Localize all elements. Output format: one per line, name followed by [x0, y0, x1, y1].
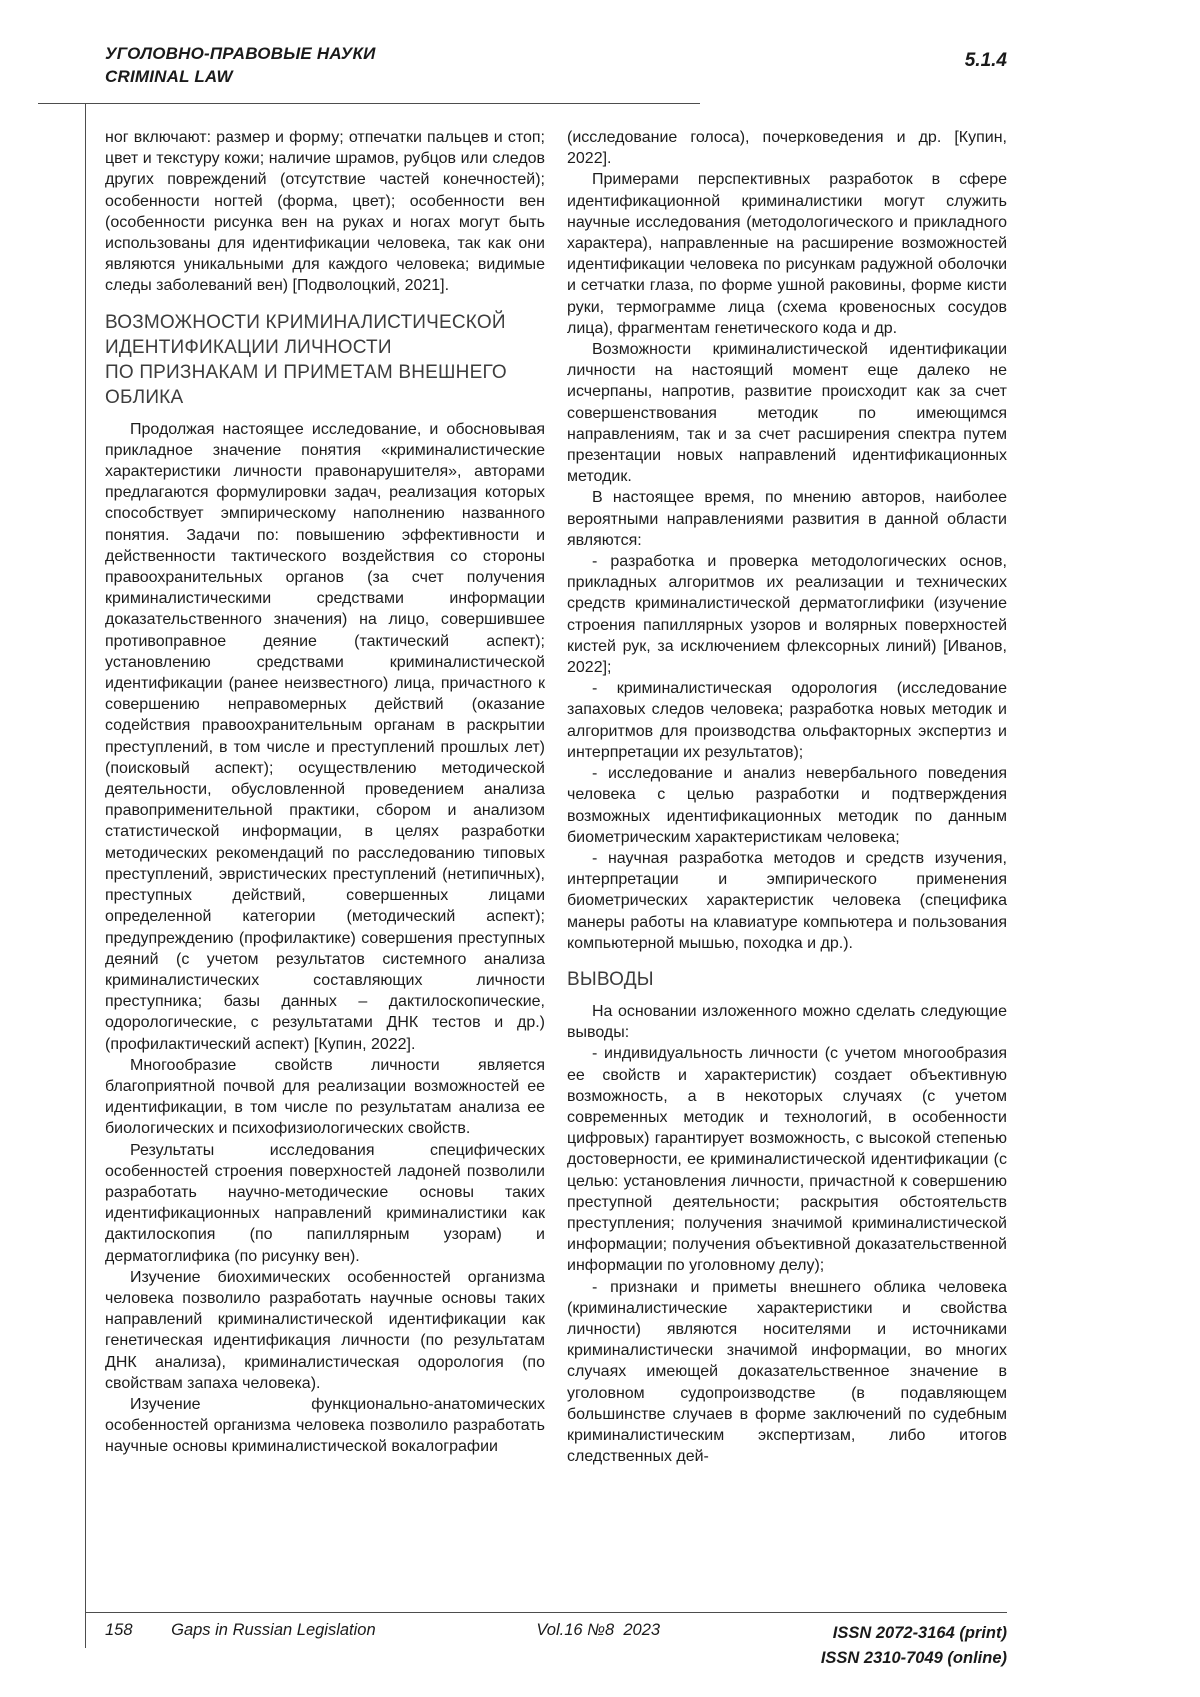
header-rubric-ru: УГОЛОВНО-ПРАВОВЫЕ НАУКИ	[105, 44, 376, 63]
body-paragraph: - криминалистическая одорология (исследование запаховых следов человека; разработка новых методик и алгоритмов для производства ольфакторных экспертиз и интерпретации их результатов);	[567, 680, 1007, 761]
footer-journal-title: Gaps in Russian Legislation	[171, 1621, 376, 1639]
page-header	[105, 42, 1007, 88]
body-paragraph: Изучение биохимических особенностей организма человека позволило разработать научные основы таких направлений криминалистической идентификации как генетическая идентификация личности (по результатам ДНК анализа), криминалистическая одорология (по свойствам запаха человека).	[105, 1268, 545, 1392]
column-left	[105, 127, 545, 1467]
left-vertical-rule	[85, 103, 86, 1648]
header-rubric-en: CRIMINAL LAW	[105, 67, 233, 86]
header-section-code: 5.1.4	[964, 50, 1007, 71]
footer-issn-online: ISSN 2310-7049 (online)	[820, 1649, 1007, 1667]
footer-left	[105, 1621, 376, 1640]
page-footer	[105, 1621, 1007, 1671]
section-heading: ВЫВОДЫ	[567, 968, 654, 990]
body-paragraph: - индивидуальность личности (с учетом многообразия ее свойств и характеристик) создает объективную возможность, а в некоторых случаях (с учетом современных методик и технологий, в особенности цифровых) гарантирует возможность, с высокой степенью достоверности, ее криминалистической идентификации (с целью: установления личности, причастной к совершению преступной деятельности; раскрытия обстоятельств преступления; получения значимой криминалистической информации; получения объективной доказательственной информации по уголовному делу);	[567, 1045, 1007, 1275]
body-paragraph: ног включают: размер и форму; отпечатки пальцев и стоп; цвет и текстуру кожи; наличие шрамов, рубцов или следов других повреждений (отсутствие частей конечностей); особенности ногтей (форма, цвет); особенности вен (особенности рисунка вен на руках и ногах могут быть использованы для идентификации человека, так как они являются уникальными для каждого человека; видимые следы заболеваний вен) [Подволоцкий, 2021].	[105, 129, 545, 295]
column-right	[567, 127, 1007, 1467]
body-paragraph: Продолжая настоящее исследование, и обосновывая прикладное значение понятия «криминалистические характеристики личности правонарушителя», авторами предлагаются формулировки задач, реализация которых способствует эмпирическому наполнению названного понятия. Задачи по: повышению эффективности и действенности тактического воздействия со стороны правоохранительных органов (за счет получения криминалистическими средствами информации доказательственного значения) на лицо, совершившее противоправное деяние (тактический аспект); установлению средствами криминалистической идентификации (ранее неизвестного) лица, причастного к совершению неправомерных действий (оказание содействия правоохранительным органам в раскрытии преступлений, в том числе и преступлений прошлых лет) (поисковый аспект); осуществлению методической деятельности, обусловленной проведением анализа правоприменительной практики, сбором и анализом статистической информации, в целях разработки методических рекомендаций по расследованию типовых преступлений, эвристических преступлений (нетипичных), преступных действий, совершенных лицами определенной категории (методический аспект); предупреждению (профилактике) совершения преступных деяний (с учетом результатов системного анализа криминалистических составляющих личности преступника; базы данных – дактилоскопические, одорологические, с результатами ДНК тестов и др.) (профилактический аспект) [Купин, 2022].	[105, 420, 545, 1053]
body-paragraph: Результаты исследования специфических особенностей строения поверхностей ладоней позволили разработать научно-методические основы таких идентификационных направлений криминалистики как дактилоскопия (по папиллярным узорам) и дерматоглифика (по рисунку вен).	[105, 1141, 545, 1265]
body-paragraph: Примерами перспективных разработок в сфере идентификационной криминалистики могут служить научные исследования (методологического и прикладного характера), направленные на расширение возможностей идентификации человека по рисункам радужной оболочки и сетчатки глаза, по форме ушной раковины, форме кисти руки, термограмме лица (схема кровеносных сосудов лица), фрагментам генетического кода и др.	[567, 171, 1007, 337]
body-paragraph: Многообразие свойств личности является благоприятной почвой для реализации возможностей ее идентификации, в том числе по результатам анализа ее биологических и психофизиологических свойств.	[105, 1056, 545, 1138]
footer-page-number: 158	[105, 1621, 133, 1639]
footer-issn-print: ISSN 2072-3164 (print)	[832, 1624, 1007, 1642]
article-body	[105, 127, 1007, 1467]
body-paragraph: - научная разработка методов и средств изучения, интерпретации и эмпирического применения биометрических характеристик человека (специфика манеры работы на клавиатуре компьютера и пользования компьютерной мышью, походка и др.).	[567, 849, 1007, 952]
header-rule	[38, 103, 700, 104]
body-paragraph: На основании изложенного можно сделать следующие выводы:	[567, 1002, 1007, 1042]
body-paragraph: Изучение функционально-анатомических особенностей организма человека позволило разработать научные основы криминалистической вокалографии	[105, 1395, 545, 1456]
footer-issn	[821, 1621, 1007, 1671]
body-paragraph: В настоящее время, по мнению авторов, наиболее вероятными направлениями развития в данной области являются:	[567, 489, 1007, 549]
body-paragraph: Возможности криминалистической идентификации личности на настоящий момент еще далеко не исчерпаны, напротив, развитие происходит как за счет совершенствования методик по имеющимся направлениям, так и за счет расширения спектра путем презентации новых направлений идентификационных методик.	[567, 341, 1007, 486]
section-heading: ВОЗМОЖНОСТИ КРИМИНАЛИСТИЧЕСКОЙ ИДЕНТИФИКАЦИИ ЛИЧНОСТИ ПО ПРИЗНАКАМ И ПРИМЕТАМ ВНЕШНЕГО ОБЛИКА	[105, 311, 507, 408]
footer-rule	[85, 1612, 1007, 1613]
body-paragraph: (исследование голоса), почерковедения и др. [Купин, 2022].	[567, 129, 1007, 168]
body-paragraph: - исследование и анализ невербального поведения человека с целью разработки и подтверждения возможных идентификационных методик по данным биометрическим характеристикам человека;	[567, 765, 1007, 846]
header-rubric	[105, 42, 376, 88]
body-paragraph: - признаки и приметы внешнего облика человека (криминалистические характеристики и свойства личности) являются носителями и источниками криминалистически значимой информации, во многих случаях имеющей доказательственное значение в уголовном судопроизводстве (в подавляющем большинстве случаев в форме заключений по судебным криминалистическим экспертизам, либо итогов следственных дей-	[567, 1278, 1007, 1466]
footer-volume-info: Vol.16 №8 2023	[536, 1621, 661, 1639]
body-paragraph: - разработка и проверка методологических основ, прикладных алгоритмов их реализации и технических средств криминалистической дерматоглифики (изучение строения папиллярных узоров и волярных поверхностей кистей рук, за исключением флексорных линий) [Иванов, 2022];	[567, 553, 1007, 677]
